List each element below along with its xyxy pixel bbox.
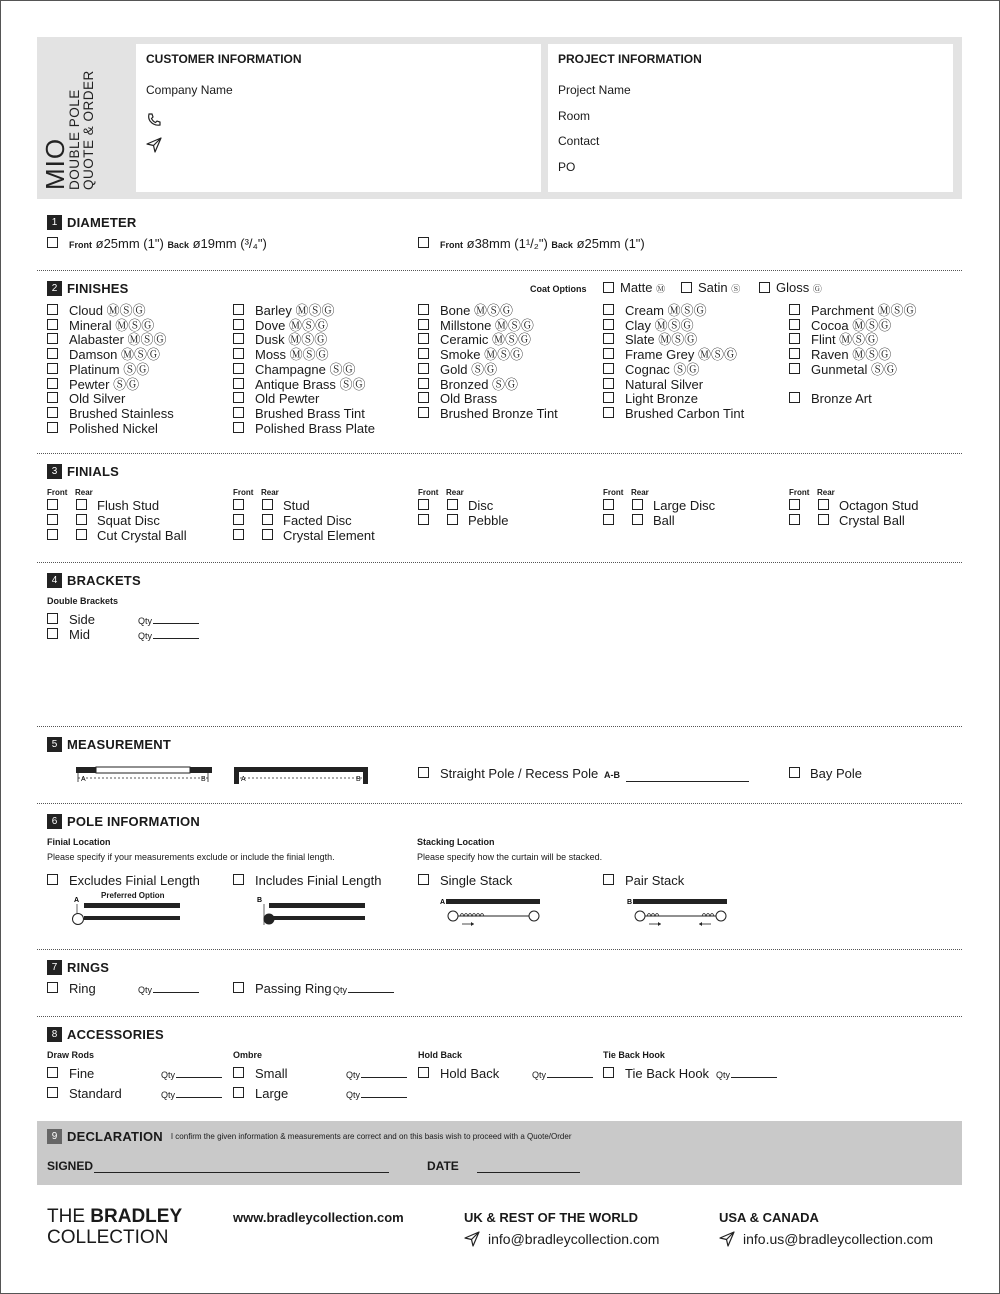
section-title: ACCESSORIES [67,1026,164,1042]
section-divider [37,270,962,271]
finial-label: Cut Crystal Ball [97,528,187,543]
svg-text:A: A [241,776,246,783]
accessory-qty[interactable]: Qty [161,1090,222,1100]
finish-label: Gold ⓈⒼ [440,361,498,377]
accessory-qty[interactable]: Qty [346,1070,407,1080]
finish-checkbox[interactable] [789,363,800,374]
finial-front-checkbox[interactable] [789,514,800,525]
finish-checkbox[interactable] [233,348,244,359]
coat-options-label: Coat Options [530,284,587,294]
accessory-label: Fine [69,1066,95,1081]
ab-label: A-B [604,770,620,780]
customer-info-title: CUSTOMER INFORMATION [146,52,302,66]
finish-checkbox[interactable] [233,333,244,344]
finial-rear-checkbox[interactable] [76,514,87,525]
diameter-option-2-label [440,236,645,253]
finial-front-checkbox[interactable] [233,514,244,525]
accessory-qty[interactable]: Qty [716,1070,777,1080]
back-value: ø19mm (³/₄") [192,236,267,251]
finish-checkbox[interactable] [47,407,58,418]
section-accessories-header [47,1026,164,1042]
finish-checkbox[interactable] [603,392,614,403]
finish-label: Mineral ⓂⓈⒼ [69,317,155,333]
finish-label: Champagne ⓈⒼ [255,361,356,377]
finish-label: Ceramic ⓂⓈⒼ [440,332,532,348]
brand-bradley: BRADLEY [90,1206,183,1227]
front-column-label: Front [418,488,439,497]
finial-rear-checkbox[interactable] [76,499,87,510]
finish-label: Bronze Art [811,391,872,407]
brand-logo [47,1206,182,1248]
finial-label: Flush Stud [97,498,160,513]
finish-label: Damson ⓂⓈⒼ [69,347,161,363]
finish-checkbox[interactable] [603,363,614,374]
passing-ring-qty[interactable]: Qty [333,985,394,995]
section-number: 2 [47,281,62,296]
finish-checkbox[interactable] [47,378,58,389]
section-divider [37,803,962,804]
finial-rear-checkbox[interactable] [632,499,643,510]
phone-icon [146,112,162,128]
finish-label: Flint ⓂⓈⒼ [811,332,879,348]
finish-label: Light Bronze [625,391,698,407]
finish-checkbox[interactable] [789,304,800,315]
finial-front-checkbox[interactable] [418,514,429,525]
accessory-qty[interactable]: Qty [346,1090,407,1100]
straight-pole-label: Straight Pole / Recess Pole [440,766,599,781]
section-diameter-header [47,214,137,230]
finish-label: Cocoa ⓂⓈⒼ [811,317,892,333]
coat-satin-checkbox[interactable] [681,282,692,293]
finish-label: Barley ⓂⓈⒼ [255,303,335,318]
finial-label: Ball [653,513,675,528]
finish-checkbox[interactable] [603,304,614,315]
finish-label: Old Silver [69,391,126,407]
finish-checkbox[interactable] [418,407,429,418]
coat-satin-label: Satin Ⓢ [698,280,741,295]
bracket-side-qty[interactable]: Qty [138,616,199,626]
finish-checkbox[interactable] [789,392,800,403]
bay-pole-label: Bay Pole [810,766,863,781]
svg-text:B: B [201,776,206,783]
diameter-option-2-checkbox[interactable] [418,237,429,248]
finial-label: Large Disc [653,498,716,513]
rear-column-label: Rear [817,488,835,497]
svg-text:B: B [627,899,633,906]
accessory-checkbox[interactable] [233,1067,244,1078]
finial-label: Disc [468,498,494,513]
pair-stack-diagram [625,895,735,930]
product-title-vertical [42,70,96,190]
section-title: BRACKETS [67,572,141,588]
single-stack-checkbox[interactable] [418,874,429,885]
brand-collection: COLLECTION [47,1227,169,1248]
finial-front-checkbox[interactable] [47,499,58,510]
front-column-label: Front [603,488,624,497]
front-value: ø25mm (1") [95,236,164,251]
finish-label: Brushed Bronze Tint [440,405,558,421]
finish-checkbox[interactable] [233,363,244,374]
straight-pole-diagram [232,766,372,786]
section-number: 6 [47,814,62,829]
finial-rear-checkbox[interactable] [818,499,829,510]
finish-checkbox[interactable] [418,333,429,344]
accessory-group-title: Ombre [233,1050,263,1060]
finial-rear-checkbox[interactable] [447,514,458,525]
finish-label: Cream ⓂⓈⒼ [625,303,707,318]
finish-label: Cognac ⓈⒼ [625,361,700,377]
preferred-option-label: Preferred Option [101,891,165,900]
finial-label: Squat Disc [97,513,160,528]
bracket-side-checkbox[interactable] [47,613,58,624]
finish-label: Raven ⓂⓈⒼ [811,347,892,363]
double-brackets-label: Double Brackets [47,596,119,606]
accessory-group-title: Draw Rods [47,1050,95,1060]
back-value: ø25mm (1") [576,236,645,251]
finish-checkbox[interactable] [47,348,58,359]
finish-label: Frame Grey ⓂⓈⒼ [625,347,737,363]
section-number: 1 [47,215,62,230]
finial-rear-checkbox[interactable] [447,499,458,510]
product-subtitle-2: QUOTE & ORDER [81,70,96,190]
straight-pole-checkbox[interactable] [418,767,429,778]
bracket-mid-qty[interactable]: Qty [138,631,199,641]
send-email-icon [719,1231,735,1247]
accessory-checkbox[interactable] [233,1087,244,1098]
finish-checkbox[interactable] [603,378,614,389]
bracket-side-label: Side [69,612,96,627]
finial-label: Stud [283,498,310,513]
contact-field[interactable]: Contact [558,134,600,148]
ring-qty[interactable]: Qty [138,985,199,995]
section-divider [37,949,962,950]
finial-location-label: Finial Location [47,837,111,847]
section-divider [37,453,962,454]
finish-label: Smoke ⓂⓈⒼ [440,347,524,363]
finish-checkbox[interactable] [603,407,614,418]
finish-checkbox[interactable] [47,304,58,315]
project-info-box [548,44,953,192]
finish-label: Cloud ⓂⓈⒼ [69,303,146,318]
front-label: Front [440,240,463,250]
finial-rear-checkbox[interactable] [632,514,643,525]
passing-ring-label: Passing Ring [255,981,332,996]
finish-checkbox[interactable] [418,319,429,330]
finish-label: Pewter ⓈⒼ [69,376,140,392]
finish-label: Dove ⓂⓈⒼ [255,317,328,333]
coat-matte-checkbox[interactable] [603,282,614,293]
accessory-checkbox[interactable] [47,1067,58,1078]
front-value: ø38mm (1¹/₂") [466,236,548,251]
bay-pole-checkbox[interactable] [789,767,800,778]
accessory-label: Standard [69,1086,122,1101]
finial-label: Crystal Element [283,528,375,543]
room-field[interactable]: Room [558,109,591,123]
passing-ring-checkbox[interactable] [233,982,244,993]
finish-checkbox[interactable] [47,363,58,374]
finish-checkbox[interactable] [233,378,244,389]
website-link[interactable]: www.bradleycollection.com [233,1210,404,1225]
accessory-qty[interactable]: Qty [161,1070,222,1080]
finial-rear-checkbox[interactable] [76,529,87,540]
section-title: MEASUREMENT [67,736,172,752]
finish-label: Dusk ⓂⓈⒼ [255,332,328,348]
finish-checkbox[interactable] [418,392,429,403]
section-brackets-header [47,572,141,588]
project-info-title: PROJECT INFORMATION [558,52,702,66]
bracket-mid-checkbox[interactable] [47,628,58,639]
finial-rear-checkbox[interactable] [262,514,273,525]
ring-label: Ring [69,981,96,996]
signed-label: SIGNED [47,1159,94,1173]
finial-front-checkbox[interactable] [233,529,244,540]
finish-label: Natural Silver [625,376,704,392]
finish-label: Platinum ⓈⒼ [69,361,150,377]
send-email-icon [464,1231,480,1247]
finish-checkbox[interactable] [603,348,614,359]
finish-checkbox[interactable] [233,304,244,315]
section-title: POLE INFORMATION [67,813,200,829]
finish-label: Moss ⓂⓈⒼ [255,347,329,363]
section-divider [37,1016,962,1017]
po-field[interactable]: PO [558,160,576,174]
send-email-icon [146,137,162,153]
finish-checkbox[interactable] [603,319,614,330]
finish-checkbox[interactable] [418,378,429,389]
finish-label: Alabaster ⓂⓈⒼ [69,332,167,348]
declaration-text: I confirm the given information & measurements are correct and on this basis wish to proceed with a Quote/Order [170,1131,572,1141]
section-finishes-header [47,280,129,296]
section-divider [37,562,962,563]
section-number: 4 [47,573,62,588]
finial-front-checkbox[interactable] [418,499,429,510]
section-divider [37,726,962,727]
section-number: 7 [47,960,62,975]
finial-rear-checkbox[interactable] [262,499,273,510]
finish-label: Gunmetal ⓈⒼ [811,361,897,377]
finial-front-checkbox[interactable] [47,529,58,540]
finish-checkbox[interactable] [233,392,244,403]
finial-label: Octagon Stud [839,498,919,513]
excludes-finial-checkbox[interactable] [47,874,58,885]
excludes-finial-diagram [70,893,185,928]
diameter-option-1-label [69,236,267,253]
finish-checkbox[interactable] [233,407,244,418]
section-title: FINIALS [67,463,119,479]
accessory-label: Hold Back [440,1066,500,1081]
back-label: Back [167,240,189,250]
coat-gloss-checkbox[interactable] [759,282,770,293]
customer-info-box [136,44,541,192]
uk-email-link[interactable]: info@bradleycollection.com [488,1231,660,1247]
section-title: RINGS [67,959,110,975]
accessory-label: Tie Back Hook [625,1066,710,1081]
brand-the: THE [47,1206,85,1227]
single-stack-label: Single Stack [440,873,513,888]
finish-checkbox[interactable] [47,319,58,330]
finish-label: Brushed Carbon Tint [625,405,745,421]
finial-rear-checkbox[interactable] [818,514,829,525]
accessory-checkbox[interactable] [47,1087,58,1098]
finish-checkbox[interactable] [789,348,800,359]
accessory-group-title: Tie Back Hook [603,1050,665,1060]
section-title: DECLARATION [67,1128,163,1144]
svg-text:B: B [257,897,263,904]
section-rings-header [47,959,109,975]
single-stack-diagram [438,895,548,930]
finish-checkbox[interactable] [603,333,614,344]
back-label: Back [551,240,573,250]
rear-column-label: Rear [631,488,649,497]
pair-stack-checkbox[interactable] [603,874,614,885]
date-field[interactable] [477,1172,580,1173]
rear-column-label: Rear [261,488,279,497]
finish-checkbox[interactable] [47,333,58,344]
finish-checkbox[interactable] [47,392,58,403]
accessory-label: Large [255,1086,289,1101]
front-column-label: Front [789,488,810,497]
finial-label: Pebble [468,513,509,528]
includes-finial-label: Includes Finial Length [255,873,382,888]
finial-front-checkbox[interactable] [233,499,244,510]
stacking-location-desc: Please specify how the curtain will be stacked. [417,852,603,862]
finish-label: Antique Brass ⓈⒼ [255,376,366,392]
finish-checkbox[interactable] [789,333,800,344]
coat-gloss-label: Gloss Ⓖ [776,280,822,295]
front-label: Front [69,240,92,250]
finial-label: Crystal Ball [839,513,905,528]
finish-label: Brushed Stainless [69,405,174,421]
svg-text:A: A [440,899,446,906]
finial-front-checkbox[interactable] [47,514,58,525]
finish-label: Old Pewter [255,391,320,407]
section-number: 9 [47,1129,62,1144]
finish-label: Millstone ⓂⓈⒼ [440,317,534,333]
finish-label: Slate ⓂⓈⒼ [625,332,698,348]
svg-text:A: A [74,897,80,904]
accessory-checkbox[interactable] [603,1067,614,1078]
section-number: 8 [47,1027,62,1042]
us-email-link[interactable]: info.us@bradleycollection.com [743,1231,934,1247]
finish-checkbox[interactable] [47,422,58,433]
date-label: DATE [427,1159,459,1173]
finish-label: Polished Nickel [69,420,158,436]
bracket-mid-label: Mid [69,627,90,642]
finish-label: Clay ⓂⓈⒼ [625,317,694,333]
us-title: USA & CANADA [719,1210,819,1225]
finish-label: Parchment ⓂⓈⒼ [811,303,917,318]
company-name-field[interactable]: Company Name [146,83,233,97]
project-name-field[interactable]: Project Name [558,83,631,97]
finish-label: Old Brass [440,391,498,407]
ring-checkbox[interactable] [47,982,58,993]
section-pole-info-header [47,813,200,829]
coat-matte-label: Matte Ⓜ [620,280,666,295]
section-finials-header [47,463,119,479]
finial-front-checkbox[interactable] [603,514,614,525]
finish-checkbox[interactable] [789,319,800,330]
accessory-group-title: Hold Back [418,1050,463,1060]
includes-finial-checkbox[interactable] [233,874,244,885]
uk-title: UK & REST OF THE WORLD [464,1210,639,1225]
finial-front-checkbox[interactable] [603,499,614,510]
finial-rear-checkbox[interactable] [262,529,273,540]
finish-label: Bronzed ⓈⒼ [440,376,519,392]
diameter-option-1-checkbox[interactable] [47,237,58,248]
accessory-qty[interactable]: Qty [532,1070,593,1080]
recess-pole-diagram [74,764,214,784]
pair-stack-label: Pair Stack [625,873,685,888]
product-subtitle-1: DOUBLE POLE [67,89,82,190]
section-number: 5 [47,737,62,752]
finish-label: Polished Brass Plate [255,420,375,436]
rear-column-label: Rear [75,488,93,497]
accessory-label: Small [255,1066,288,1081]
finial-front-checkbox[interactable] [789,499,800,510]
finish-checkbox[interactable] [233,319,244,330]
rear-column-label: Rear [446,488,464,497]
stacking-location-label: Stacking Location [417,837,495,847]
front-column-label: Front [47,488,68,497]
finial-label: Facted Disc [283,513,352,528]
svg-text:A: A [81,776,86,783]
svg-text:B: B [356,776,361,783]
section-title: FINISHES [67,280,129,296]
section-title: DIAMETER [67,214,137,230]
section-number: 3 [47,464,62,479]
product-name: MIO [40,137,70,190]
section-declaration-header [47,1128,571,1144]
section-measurement-header [47,736,171,752]
finish-label: Brushed Brass Tint [255,405,365,421]
finish-checkbox[interactable] [418,348,429,359]
excludes-finial-label: Excludes Finial Length [69,873,200,888]
finish-label: Bone ⓂⓈⒼ [440,303,513,318]
ab-measurement-field[interactable] [626,781,749,782]
finial-location-desc: Please specify if your measurements exclude or include the finial length. [47,852,335,862]
finish-checkbox[interactable] [418,304,429,315]
front-column-label: Front [233,488,254,497]
includes-finial-diagram [255,893,370,928]
finish-checkbox[interactable] [233,422,244,433]
finish-checkbox[interactable] [418,363,429,374]
signature-field[interactable] [94,1172,389,1173]
accessory-checkbox[interactable] [418,1067,429,1078]
